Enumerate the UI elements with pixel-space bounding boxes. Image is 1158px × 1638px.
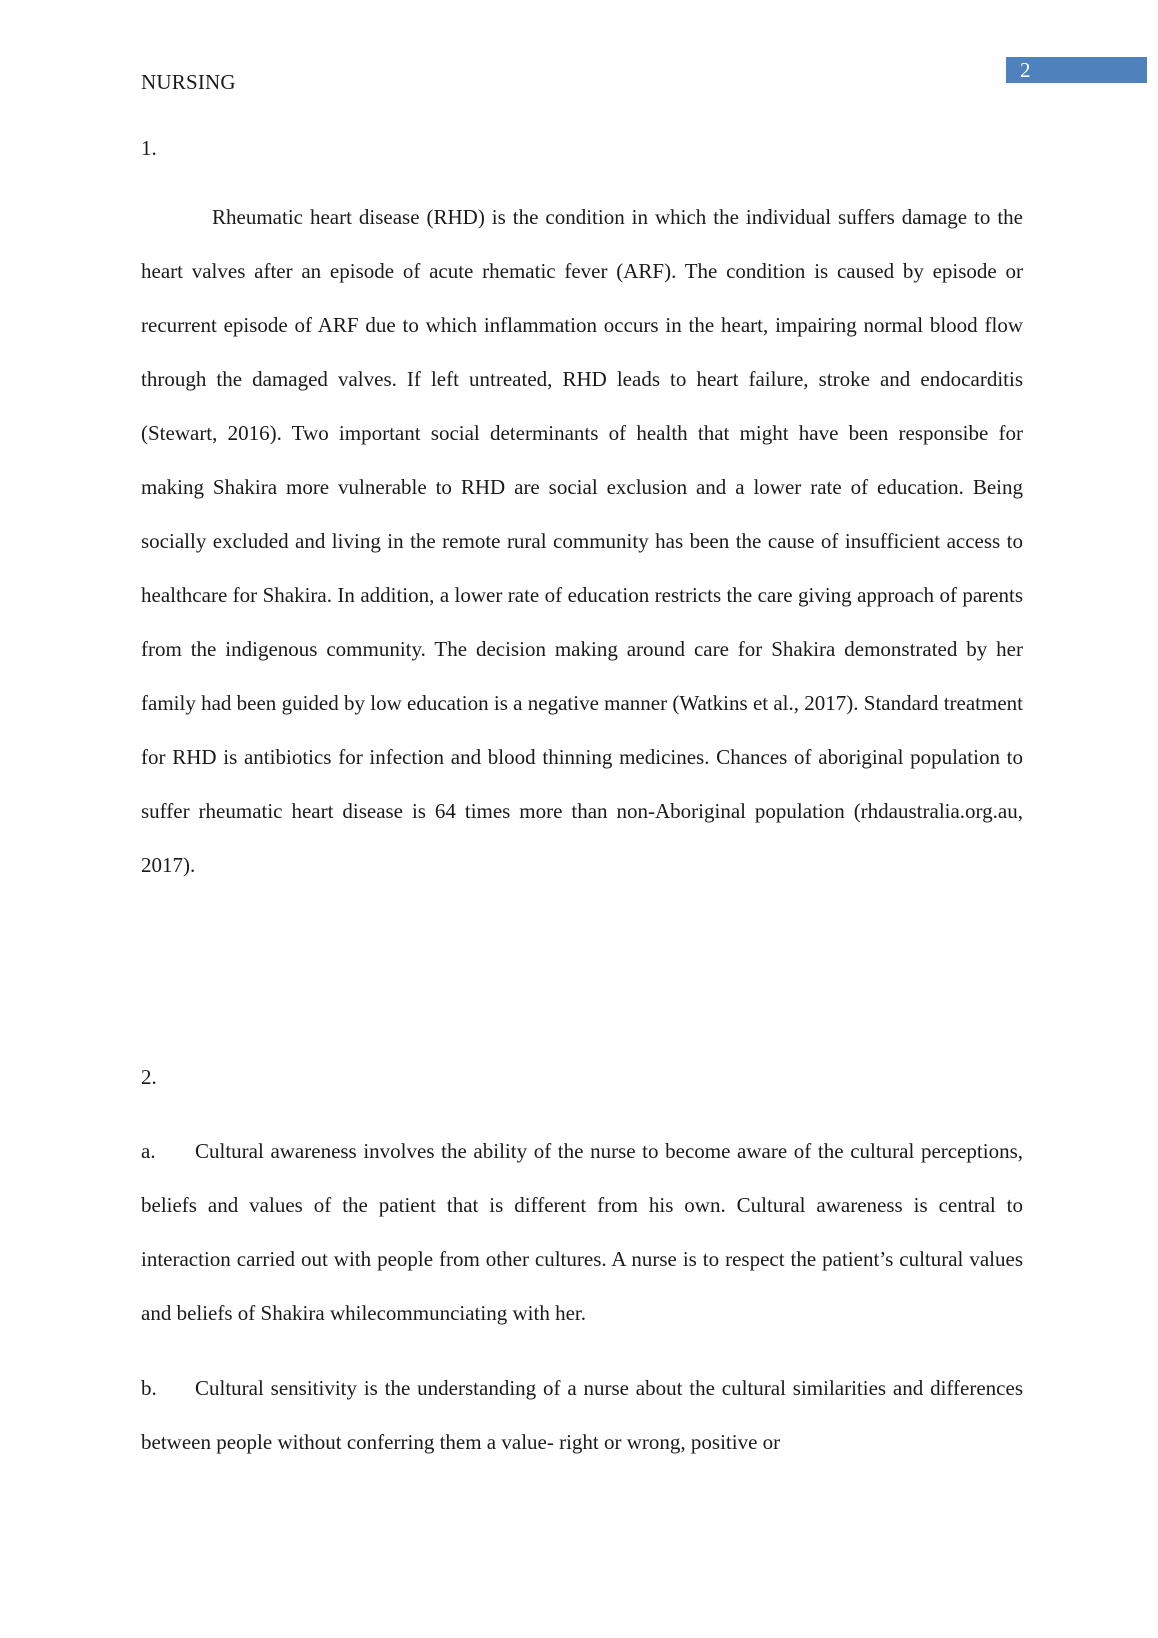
- running-head: NURSING: [141, 70, 236, 94]
- list-item-a-text: Cultural awareness involves the ability of the nurse to become aware of the cultural perceptions, beliefs and values of the patient that is different from his own. Cultural awareness is central to interaction carried out with people from other cultures. A nurse is to respect the patient’s cultural values and beliefs of Shakira whilecommunciating with her.: [141, 1139, 1023, 1325]
- section-1-paragraph: Rheumatic heart disease (RHD) is the condition in which the individual suffers damage to the heart valves after an episode of acute rhematic fever (ARF). The condition is caused by episode or recurrent episode of ARF due to which inflammation occurs in the heart, impairing normal blood flow through the damaged valves. If left untreated, RHD leads to heart failure, stroke and endocarditis (Stewart, 2016). Two important social determinants of health that might have been responsibe for making Shakira more vulnerable to RHD are social exclusion and a lower rate of education. Being socially excluded and living in the remote rural community has been the cause of insufficient access to healthcare for Shakira. In addition, a lower rate of education restricts the care giving approach of parents from the indigenous community. The decision making around care for Shakira demonstrated by her family had been guided by low education is a negative manner (Watkins et al., 2017). Standard treatment for RHD is antibiotics for infection and blood thinning medicines. Chances of aboriginal population to suffer rheumatic heart disease is 64 times more than non-Aboriginal population (rhdaustralia.org.au, 2017).: [141, 205, 1023, 877]
- list-item-b-text: Cultural sensitivity is the understanding of a nurse about the cultural similarities and differences between people without conferring them a value- right or wrong, positive or: [141, 1376, 1023, 1454]
- list-item-a-marker: a.: [141, 1139, 156, 1163]
- page-number: 2: [1006, 57, 1147, 83]
- list-item-b: [141, 1361, 1023, 1469]
- list-item-b-marker: b.: [141, 1376, 157, 1400]
- section-2-number: 2.: [141, 1065, 157, 1089]
- list-item-a: [141, 1124, 1023, 1340]
- section-1-number: 1.: [141, 136, 157, 160]
